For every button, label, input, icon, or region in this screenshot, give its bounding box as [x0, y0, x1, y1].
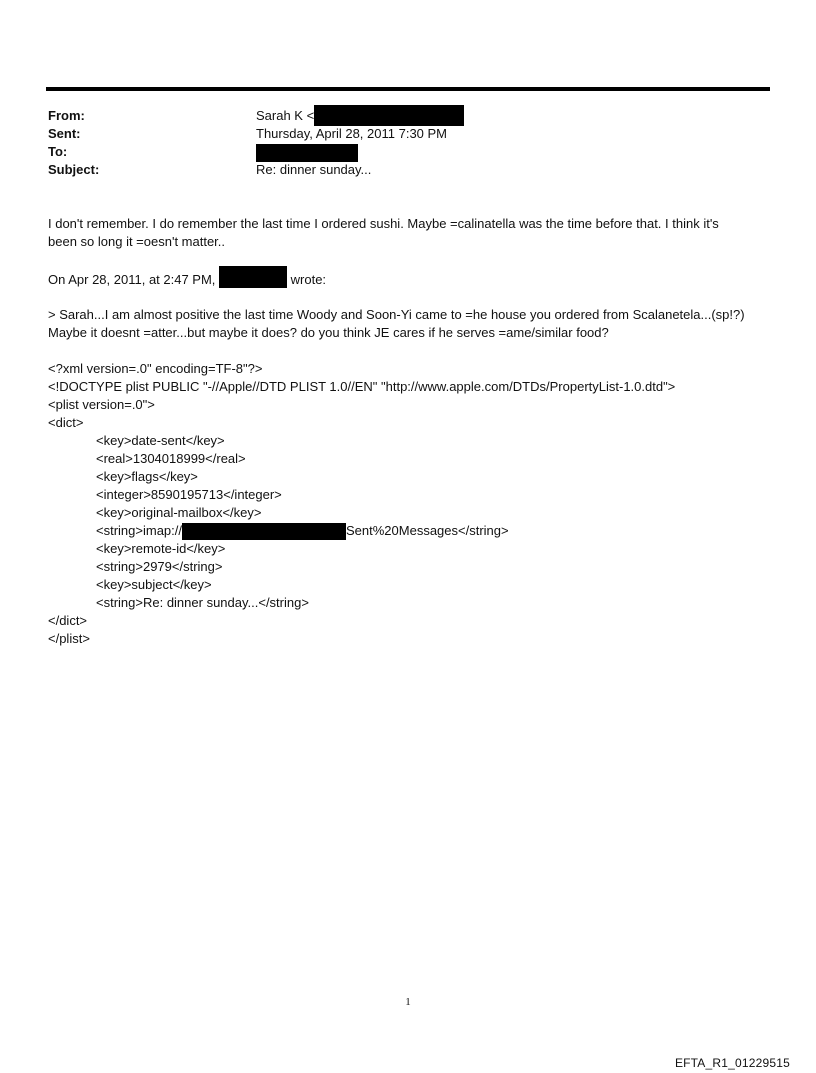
sent-label: Sent:: [48, 126, 81, 141]
bates-number: EFTA_R1_01229515: [674, 1056, 790, 1070]
sent-row: [48, 125, 768, 143]
email-header: [48, 107, 768, 179]
redaction-box: [314, 105, 464, 126]
header-rule: [46, 87, 770, 91]
to-label: To:: [48, 144, 68, 159]
plist-entry: <key>date-sent</key>: [96, 433, 225, 448]
to-row: [48, 143, 768, 161]
plist-entry: <key>flags</key>: [96, 469, 198, 484]
sent-value: Thursday, April 28, 2011 7:30 PM: [256, 126, 448, 141]
redaction-box: [219, 266, 287, 288]
quoted-text-line: Maybe it doesnt =atter...but maybe it does? do you think JE cares if he serves =ame/similar food?: [48, 325, 609, 340]
plist-entry: <key>subject</key>: [96, 577, 212, 593]
xml-declaration: <?xml version=.0" encoding=TF-8"?>: [48, 361, 263, 376]
quoted-text-line: > Sarah...I am almost positive the last time Woody and Soon-Yi came to =he house you ordered from Scalanetela...(sp!?): [48, 307, 745, 322]
email-body: [48, 215, 768, 648]
xml-doctype: <!DOCTYPE plist PUBLIC "-//Apple//DTD PLIST 1.0//EN" "http://www.apple.com/DTDs/PropertyList-1.0.dtd">: [48, 379, 676, 394]
from-value: [256, 107, 768, 125]
plist-entry: <real>1304018999</real>: [96, 451, 246, 466]
from-row: [48, 107, 768, 125]
subject-label: Subject:: [48, 162, 100, 177]
subject-row: [48, 161, 768, 179]
plist-entry: <string>Re: dinner sunday...</string>: [96, 595, 309, 611]
subject-value: Re: dinner sunday...: [256, 162, 372, 177]
plist-close-tag: </plist>: [48, 631, 90, 647]
page-number: 1: [405, 996, 411, 1008]
plist-entry: <key>remote-id</key>: [96, 541, 226, 557]
quote-attribution: On Apr 28, 2011, at 2:47 PM, wrote:: [48, 271, 768, 289]
plist-entry: <integer>8590195713</integer>: [96, 487, 282, 502]
from-name: Sarah K <: [256, 108, 315, 123]
from-label: From:: [48, 108, 85, 123]
redaction-box: [182, 523, 346, 540]
dict-open-tag: <dict>: [48, 415, 84, 430]
redaction-box: [256, 144, 358, 162]
plist-entry-imap: <string>imap:// Sent%20Messages</string>: [48, 522, 768, 540]
reply-text-line: I don't remember. I do remember the last time I ordered sushi. Maybe =calinatella was the time before that. I think it's: [48, 216, 719, 231]
dict-close-tag: </dict>: [48, 613, 88, 629]
plist-entry: <string>2979</string>: [96, 559, 223, 575]
plist-entry: <key>original-mailbox</key>: [96, 505, 262, 520]
plist-open-tag: <plist version=.0">: [48, 397, 155, 412]
reply-text-line: been so long it =oesn't matter..: [48, 234, 226, 249]
to-value: [256, 143, 768, 161]
